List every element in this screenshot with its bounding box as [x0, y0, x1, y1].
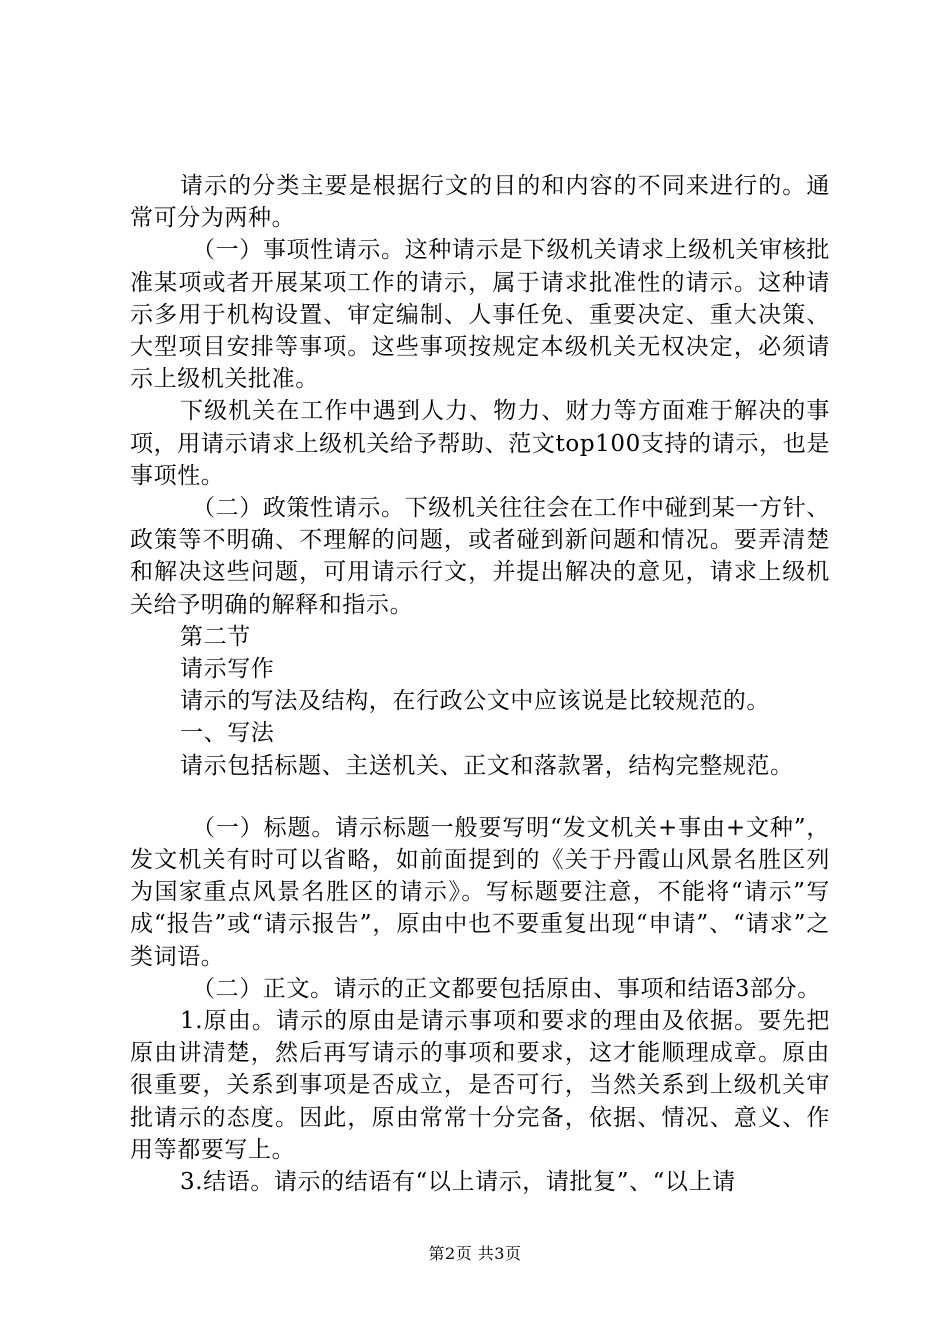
paragraph-policy-request: （二）政策性请示。下级机关往往会在工作中碰到某一方针、政策等不明确、不理解的问题，或者碰到新问题和情况。要弄清楚和解决这些问题，可用请示行文，并提出解决的意见，请求上级机关给予明确的解释和指示。 — [130, 495, 830, 618]
section-heading: 第二节 — [180, 623, 251, 650]
section-subtitle: 请示写作 — [180, 656, 275, 683]
subsection-heading-writing-method: 一、写法 — [180, 720, 275, 747]
paragraph-matter-request-supplement: 下级机关在工作中遇到人力、物力、财力等方面难于解决的事项，用请示请求上级机关给予帮助、范文top100支持的请示，也是事项性。 — [130, 398, 830, 489]
paragraph-structure-summary: 请示包括标题、主送机关、正文和落款署，结构完整规范。 — [180, 752, 794, 779]
paragraph-writing-intro: 请示的写法及结构，在行政公文中应该说是比较规范的。 — [180, 688, 770, 715]
document-body — [130, 170, 830, 1198]
paragraph-body-parts: （二）正文。请示的正文都要包括原由、事项和结语3部分。 — [192, 975, 821, 1002]
paragraph-title-rules: （一）标题。请示标题一般要写明“发文机关+事由+文种”，发文机关有时可以省略，如前面提到的《关于丹霞山风景名胜区列为国家重点风景名胜区的请示》。写标题要注意，不能将“请示”写成“报告”或“请示报告”，原由中也不要重复出现“申请”、“请求”之类词语。 — [130, 814, 830, 970]
paragraph-gap — [130, 782, 830, 812]
page-number-footer: 第2页 共3页 — [428, 1244, 522, 1263]
paragraph-matter-request: （一）事项性请示。这种请示是下级机关请求上级机关审核批准某项或者开展某项工作的请示，属于请求批准性的请示。这种请示多用于机构设置、审定编制、人事任免、重要决定、重大决策、大型项目安排等事项。这些事项按规定本级机关无权决定，必须请示上级机关批准。 — [130, 237, 830, 393]
paragraph-reason: 1.原由。请示的原由是请示事项和要求的理由及依据。要先把原由讲清楚，然后再写请示的事项和要求，这才能顺理成章。原由很重要，关系到事项是否成立，是否可行，当然关系到上级机关审批请示的态度。因此，原由常常十分完备，依据、情况、意义、作用等都要写上。 — [130, 1008, 830, 1163]
paragraph-classification-intro: 请示的分类主要是根据行文的目的和内容的不同来进行的。通常可分为两种。 — [130, 173, 830, 232]
paragraph-closing: 3.结语。请示的结语有“以上请示，请批复”、“以上请 — [180, 1169, 736, 1196]
